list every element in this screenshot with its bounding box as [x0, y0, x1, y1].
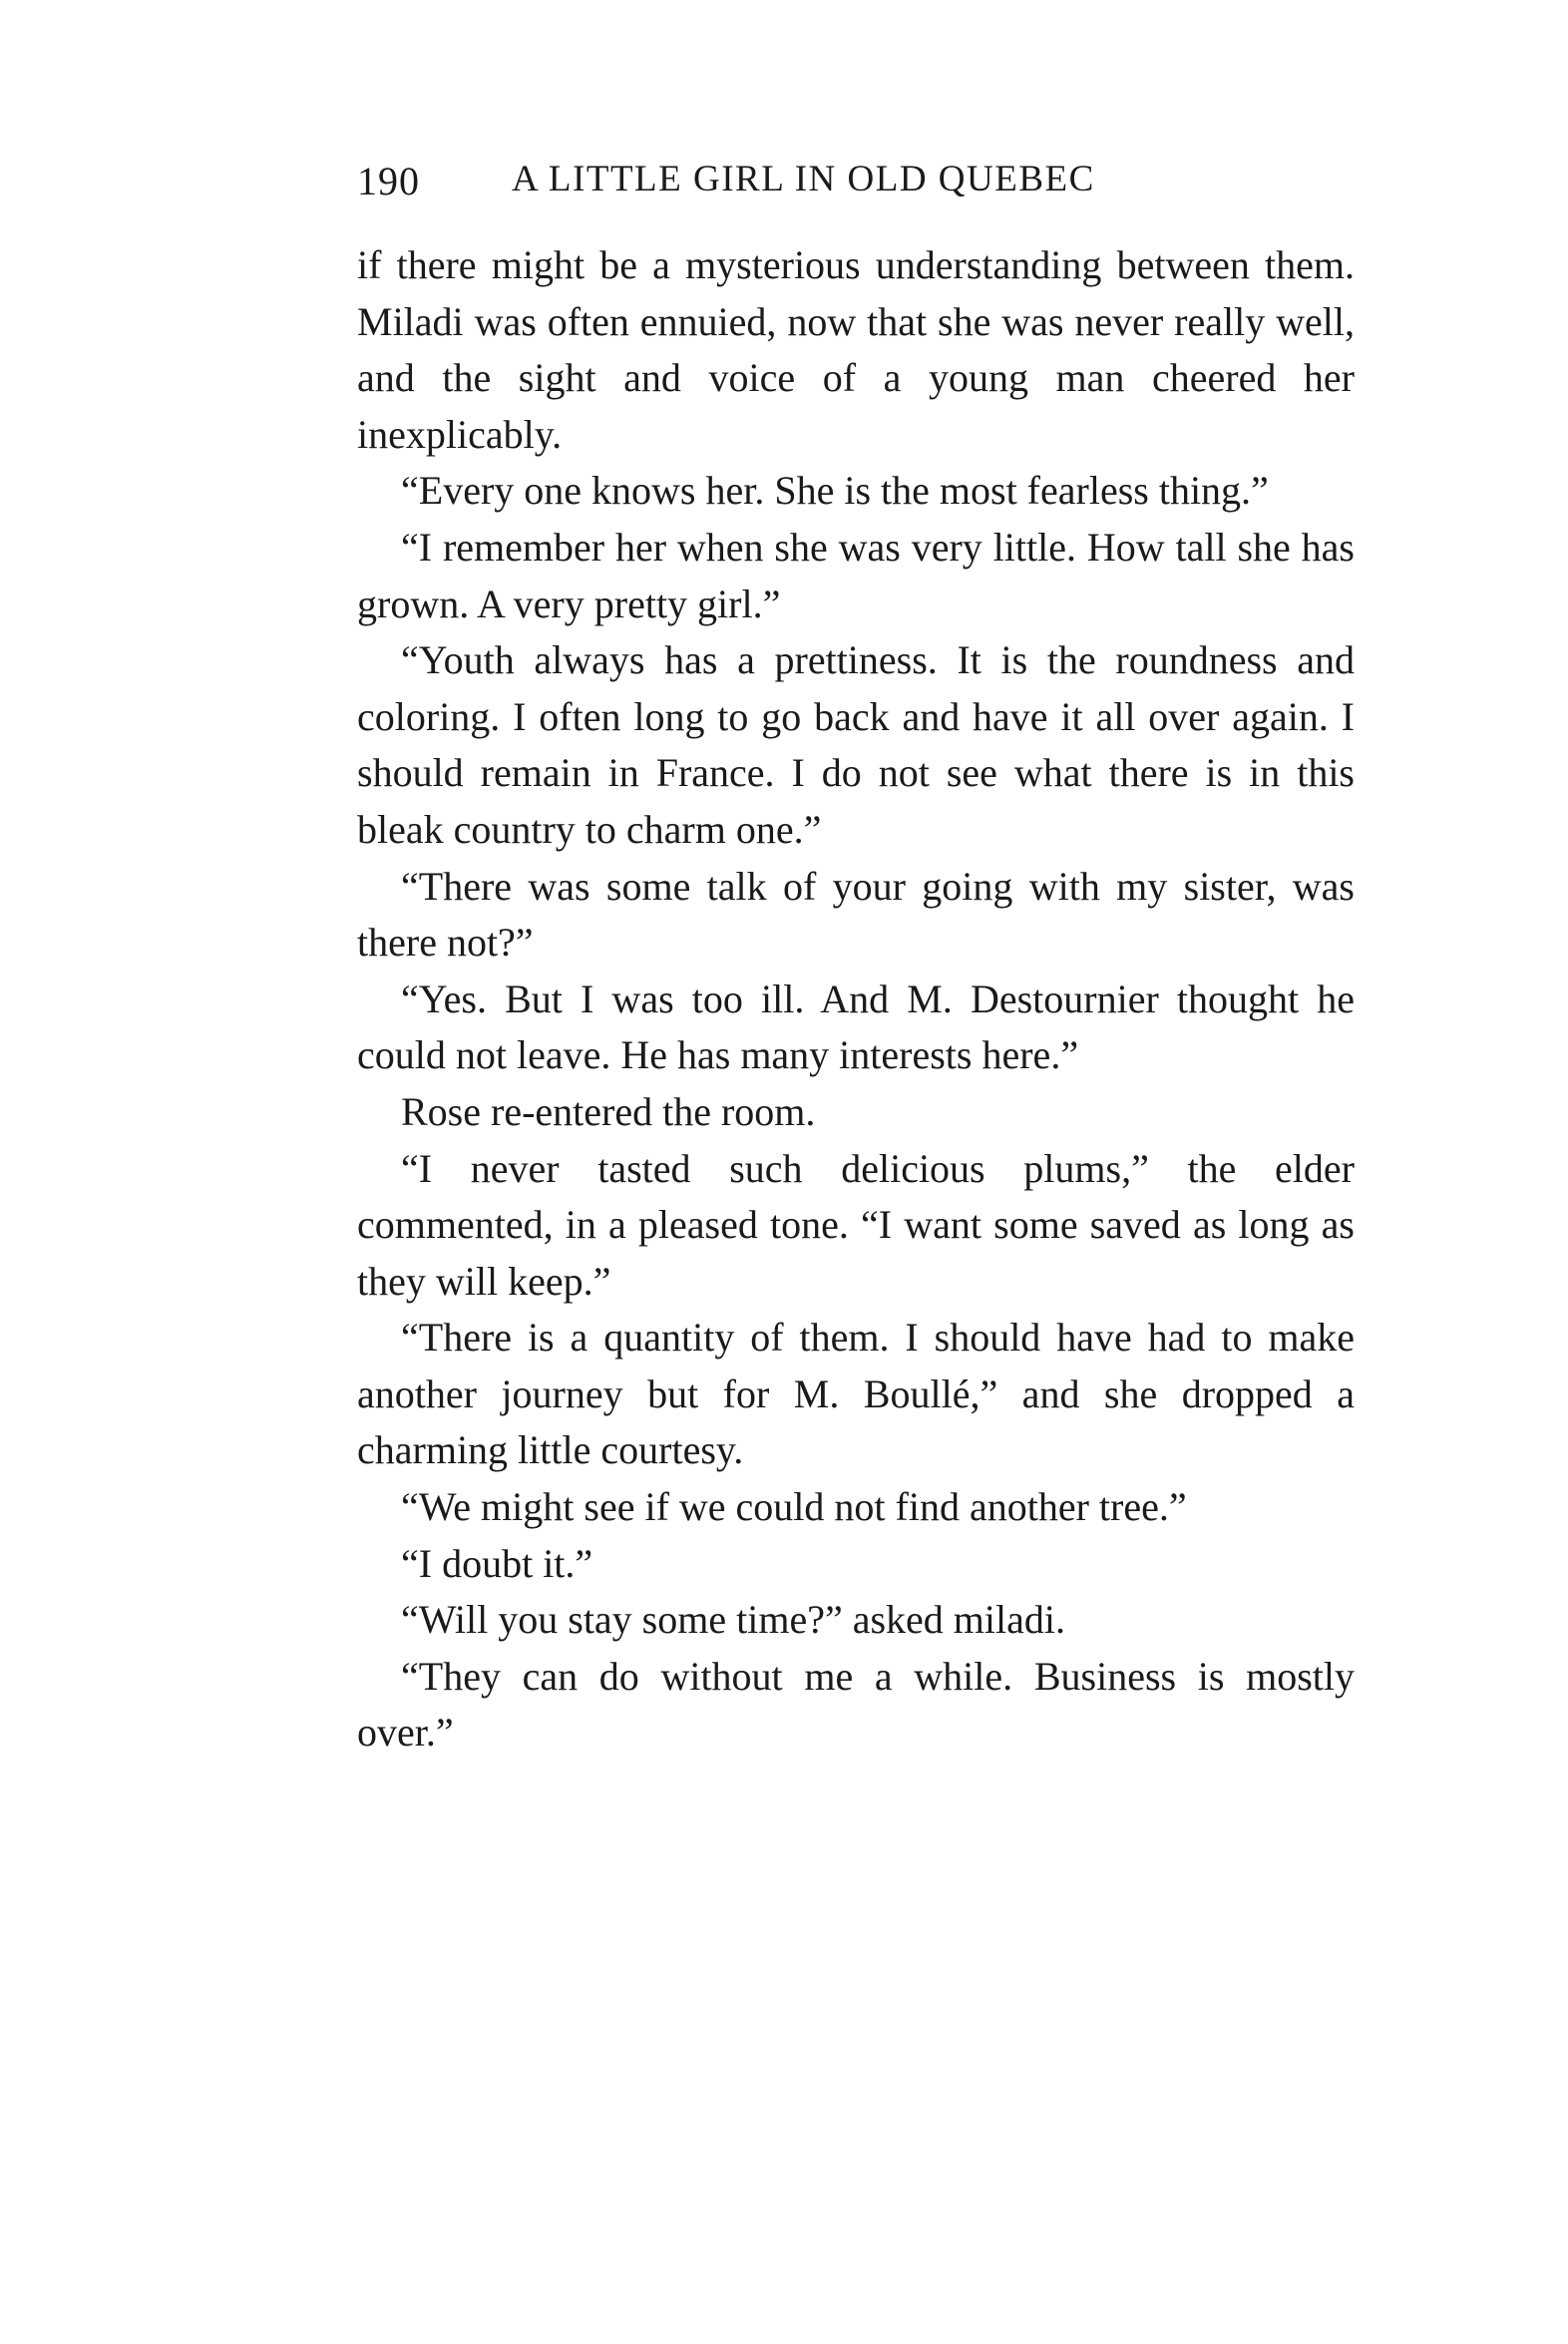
- paragraph: “I remember her when she was very little. How tall she has grown. A very pretty girl.”: [357, 524, 1355, 626]
- paragraph: if there might be a mysterious understanding between them. Miladi was often ennuied, now that she was never really well, and the sight and voice of a young man cheered her inexplicably.: [357, 242, 1355, 457]
- paragraph: “I never tasted such delicious plums,” the elder commented, in a pleased tone. “I want some saved as long as they will keep.”: [357, 1145, 1355, 1304]
- paragraph: “Every one knows her. She is the most fearless thing.”: [401, 468, 1269, 514]
- paragraph: “Youth always has a prettiness. It is the roundness and coloring. I often long to go back and have it all over again. I should remain in France. I do not see what there is in this bleak country to charm one.”: [357, 637, 1355, 852]
- page-header: [357, 152, 1355, 211]
- paragraph: “They can do without me a while. Business is mostly over.”: [357, 1653, 1355, 1756]
- paragraph: “There is a quantity of them. I should have had to make another journey but for M. Boullé,” and she dropped a charming little courtesy.: [357, 1315, 1355, 1473]
- paragraph: “Yes. But I was too ill. And M. Destournier thought he could not leave. He has many interests here.”: [357, 976, 1355, 1078]
- page-number: 190: [357, 159, 420, 203]
- paragraph: Rose re-entered the room.: [401, 1088, 816, 1134]
- running-title: A LITTLE GIRL IN OLD QUEBEC: [512, 159, 1095, 199]
- paragraph: “I doubt it.”: [401, 1540, 593, 1586]
- body-text: [357, 237, 1355, 1761]
- paragraph: “There was some talk of your going with my sister, was there not?”: [357, 863, 1355, 966]
- paragraph: “We might see if we could not find another tree.”: [401, 1484, 1187, 1530]
- paragraph: “Will you stay some time?” asked miladi.: [401, 1597, 1065, 1643]
